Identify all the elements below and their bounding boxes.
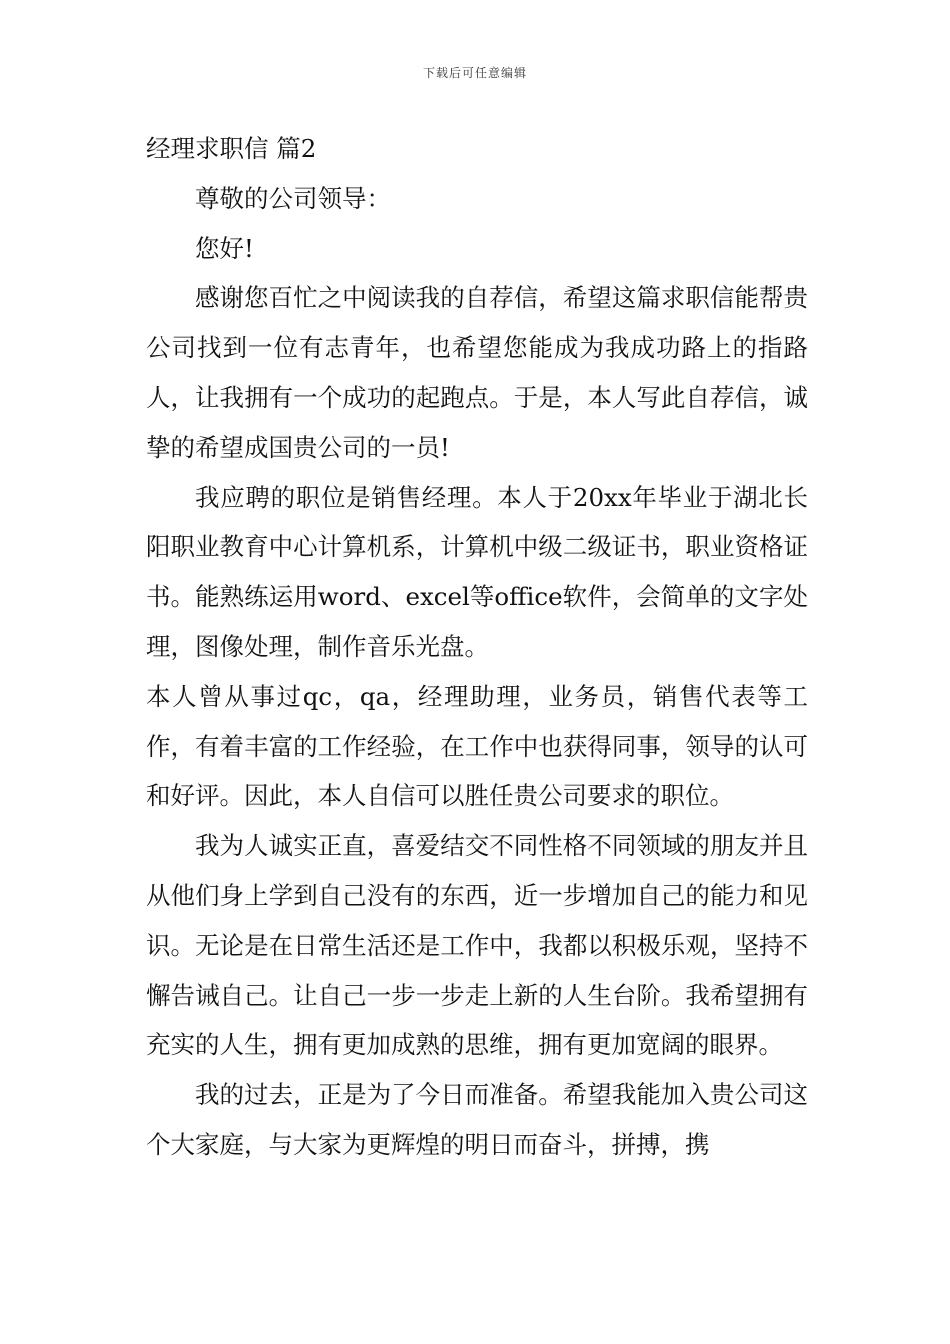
header-note: 下载后可任意编辑 — [422, 66, 527, 80]
paragraph-position: 我应聘的职位是销售经理。本人于20xx年毕业于湖北长阳职业教育中心计算机系，计算机中级二级证书，职业资格证书。能熟练运用word、excel等office软件，会简单的文字处理，图像处理，制作音乐光盘。 — [146, 482, 808, 661]
document-body — [146, 124, 808, 1170]
paragraph-character: 我为人诚实正直，喜爱结交不同性格不同领域的朋友并且从他们身上学到自己没有的东西，近一步增加自己的能力和见识。无论是在日常生活还是工作中，我都以积极乐观，坚持不懈告诫自己。让自己一步一步走上新的人生台阶。我希望拥有充实的人生，拥有更加成熟的思维，拥有更加宽阔的眼界。 — [146, 831, 808, 1060]
greeting: 您好! — [195, 233, 254, 263]
salutation: 尊敬的公司领导： — [195, 183, 391, 213]
paragraph-experience: 本人曾从事过qc，qa，经理助理，业务员，销售代表等工作，有着丰富的工作经验，在工作中也获得同事，领导的认可和好评。因此，本人自信可以胜任贵公司要求的职位。 — [146, 681, 808, 811]
paragraph-closing: 我的过去，正是为了今日而准备。希望我能加入贵公司这个大家庭，与大家为更辉煌的明日而奋斗，拼搏，携 — [146, 1080, 808, 1159]
paragraph-intro: 感谢您百忙之中阅读我的自荐信，希望这篇求职信能帮贵公司找到一位有志青年，也希望您能成为我成功路上的指路人，让我拥有一个成功的起跑点。于是，本人写此自荐信，诚挚的希望成国贵公司的一员! — [146, 283, 808, 462]
document-title: 经理求职信 篇2 — [146, 134, 317, 163]
